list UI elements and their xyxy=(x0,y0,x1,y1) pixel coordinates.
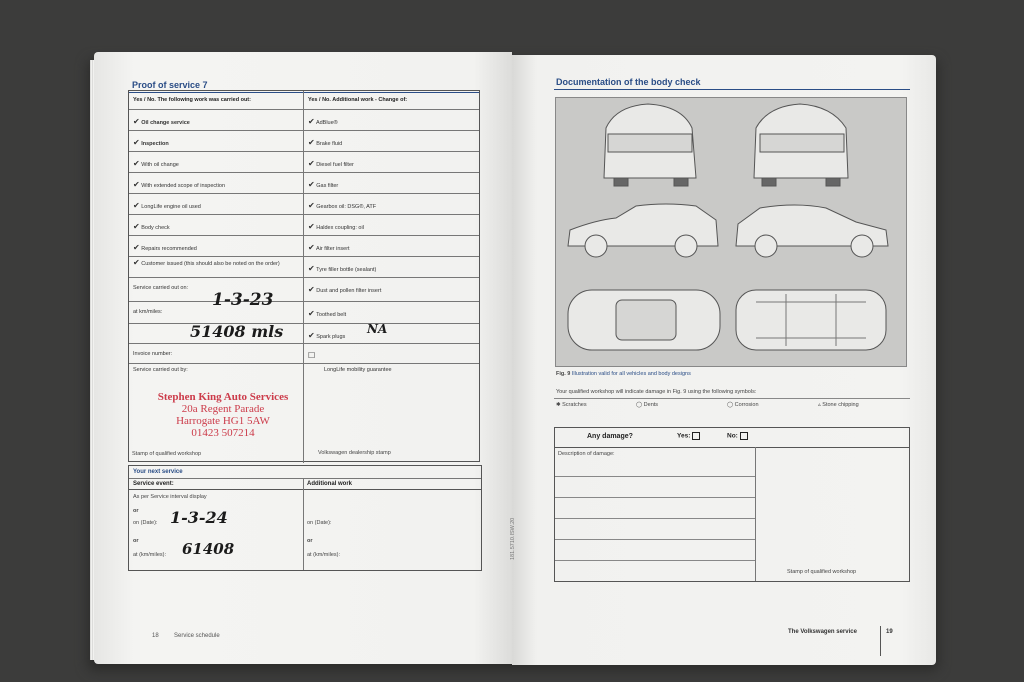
or-label: or xyxy=(133,508,139,514)
checkmark-icon: ✔ xyxy=(308,285,315,294)
right-title-rule xyxy=(554,89,910,90)
fig-caption-text: Illustration valid for all vehicles and body designs xyxy=(571,371,691,377)
add-or-label: or xyxy=(307,538,313,544)
form-row xyxy=(129,151,479,172)
form-row xyxy=(129,130,479,151)
service-date-label: Service carried out on: xyxy=(133,285,189,291)
stamp-line: Stephen King Auto Services xyxy=(157,391,289,403)
form-row xyxy=(129,323,479,343)
right-item: Tyre filler bottle (sealant) xyxy=(316,267,377,273)
mileage-handwritten: 51408 mls xyxy=(190,322,284,341)
or-label: or xyxy=(133,538,139,544)
checkmark-icon: ✔ xyxy=(308,331,315,340)
yes-label: Yes: xyxy=(677,432,691,440)
left-page-number: 18 xyxy=(152,633,159,639)
instructions-rule xyxy=(554,398,910,399)
checkmark-icon: ✔ xyxy=(308,222,315,231)
damage-form xyxy=(554,427,910,582)
service-event-header: Service event: xyxy=(133,481,174,487)
right-item: Gearbox oil: DSG®, ATF xyxy=(316,204,377,210)
left-item: With oil change xyxy=(141,162,179,168)
left-item: Customer issued (this should also be noted on the order) xyxy=(141,261,280,267)
on-date-label: on (Date): xyxy=(133,520,158,526)
form-row xyxy=(129,109,479,130)
checkmark-icon: ✔ xyxy=(133,201,140,210)
description-label: Description of damage: xyxy=(558,451,615,457)
checkmark-icon: ✔ xyxy=(133,117,140,126)
symbol-scratches: ✱ Scratches xyxy=(556,402,587,408)
no-checkbox xyxy=(740,432,748,440)
form-row xyxy=(129,277,479,301)
right-item: Diesel fuel filter xyxy=(316,162,354,168)
any-damage-label: Any damage? xyxy=(587,433,633,440)
next-km-handwritten: 61408 xyxy=(182,540,235,558)
no-option xyxy=(727,432,748,440)
fig-label: Fig. 9 xyxy=(556,371,571,377)
form-row xyxy=(129,214,479,235)
carried-out-by-label: Service carried out by: xyxy=(133,367,188,373)
divider xyxy=(555,447,909,448)
column-divider xyxy=(303,478,304,570)
right-item: Gas filter xyxy=(316,183,339,189)
right-item: Air filter insert xyxy=(315,246,350,252)
divider xyxy=(129,478,481,479)
additional-work-header: Additional work xyxy=(307,481,352,487)
line xyxy=(555,560,755,561)
checkmark-icon: ✔ xyxy=(133,222,140,231)
checkmark-icon: ✔ xyxy=(133,138,140,147)
checkmark-icon: ✔ xyxy=(308,201,315,210)
spark-plugs-handwritten: NA xyxy=(367,322,388,336)
symbol-stone-chipping: ▵ Stone chipping xyxy=(818,402,859,408)
left-footer-label: Service schedule xyxy=(174,633,220,639)
line xyxy=(555,497,755,498)
left-item: LongLife engine oil used xyxy=(141,204,201,210)
checkmark-icon: ✔ xyxy=(133,243,140,252)
service-date-handwritten: 1-3-23 xyxy=(212,290,274,310)
stamp-line: Harrogate HG1 5AW xyxy=(176,415,270,427)
side-code: 181.5710.ISW.20 xyxy=(510,517,516,560)
checkmark-icon: ✔ xyxy=(133,258,140,267)
left-item: Repairs recommended xyxy=(141,246,197,252)
workshop-stamp xyxy=(148,391,298,439)
line xyxy=(555,539,755,540)
checkmark-icon: ✔ xyxy=(133,180,140,189)
left-item: Body check xyxy=(141,225,170,231)
figure-caption xyxy=(556,371,691,377)
mileage-label: at km/miles: xyxy=(133,309,163,315)
form-row xyxy=(129,172,479,193)
checkmark-icon: ✔ xyxy=(308,243,315,252)
line xyxy=(555,476,755,477)
invoice-label: Invoice number: xyxy=(133,351,173,357)
right-item: Brake fluid xyxy=(316,141,343,147)
left-page-title: Proof of service 7 xyxy=(132,80,208,90)
col-right-header: Yes / No. Additional work - Change of: xyxy=(308,97,408,103)
add-at-km-label: at (km/miles): xyxy=(307,552,340,558)
checkmark-icon: ✔ xyxy=(308,117,315,126)
dealership-stamp-label: Volkswagen dealership stamp xyxy=(318,450,391,456)
form-row xyxy=(129,343,479,363)
stamp-qualified-label: Stamp of qualified workshop xyxy=(132,451,202,457)
footer-divider xyxy=(880,626,881,656)
right-item: Haldex coupling: oil xyxy=(316,225,364,231)
left-item: Inspection xyxy=(141,141,169,147)
line xyxy=(555,518,755,519)
form-row xyxy=(129,193,479,214)
vehicle-diagram xyxy=(555,97,907,367)
divider xyxy=(129,489,481,490)
left-item: With extended scope of inspection xyxy=(141,183,226,189)
workshop-stamp-label: Stamp of qualified workshop xyxy=(787,569,857,575)
stamp-line: 20a Regent Parade xyxy=(181,403,265,415)
form-row xyxy=(129,235,479,256)
col-left-header: Yes / No. The following work was carried out: xyxy=(133,97,251,103)
yes-option xyxy=(677,432,700,440)
instructions-text: Your qualified workshop will indicate damage in Fig. 9 using the following symbols: xyxy=(556,389,757,395)
checkmark-icon: ✔ xyxy=(308,159,315,168)
checkmark-icon: ✔ xyxy=(308,264,315,273)
checkmark-icon: ✔ xyxy=(308,309,315,318)
left-item: Oil change service xyxy=(141,120,190,126)
car-outlines-illustration xyxy=(556,98,908,368)
as-per-display: As per Service interval display xyxy=(133,494,207,500)
checkmark-icon: ✔ xyxy=(133,159,140,168)
symbol-dents: ◯ Dents xyxy=(636,402,659,408)
column-divider xyxy=(755,447,756,581)
next-service-title: Your next service xyxy=(133,469,183,475)
no-label: No: xyxy=(727,432,738,440)
stamp-line: 01423 507214 xyxy=(191,427,255,439)
right-item: AdBlue® xyxy=(315,120,338,126)
form-row xyxy=(129,256,479,277)
right-item: Toothed belt xyxy=(316,312,347,318)
at-km-label: at (km/miles): xyxy=(133,552,166,558)
right-page-title: Documentation of the body check xyxy=(556,77,701,87)
add-on-date-label: on (Date): xyxy=(307,520,332,526)
longlife-label: LongLife mobility guarantee xyxy=(324,367,392,373)
checkmark-icon: ✔ xyxy=(308,180,315,189)
yes-checkbox xyxy=(692,432,700,440)
checkmark-icon: ✔ xyxy=(308,138,315,147)
right-footer-label: The Volkswagen service xyxy=(788,629,857,635)
checkbox-icon: ☐ xyxy=(308,351,316,360)
symbol-corrosion: ◯ Corrosion xyxy=(727,402,759,408)
next-date-handwritten: 1-3-24 xyxy=(170,508,228,527)
form-row xyxy=(129,301,479,323)
right-page-number: 19 xyxy=(886,629,893,635)
right-item: Dust and pollen filter insert xyxy=(316,288,382,294)
right-item: Spark plugs xyxy=(316,334,346,340)
